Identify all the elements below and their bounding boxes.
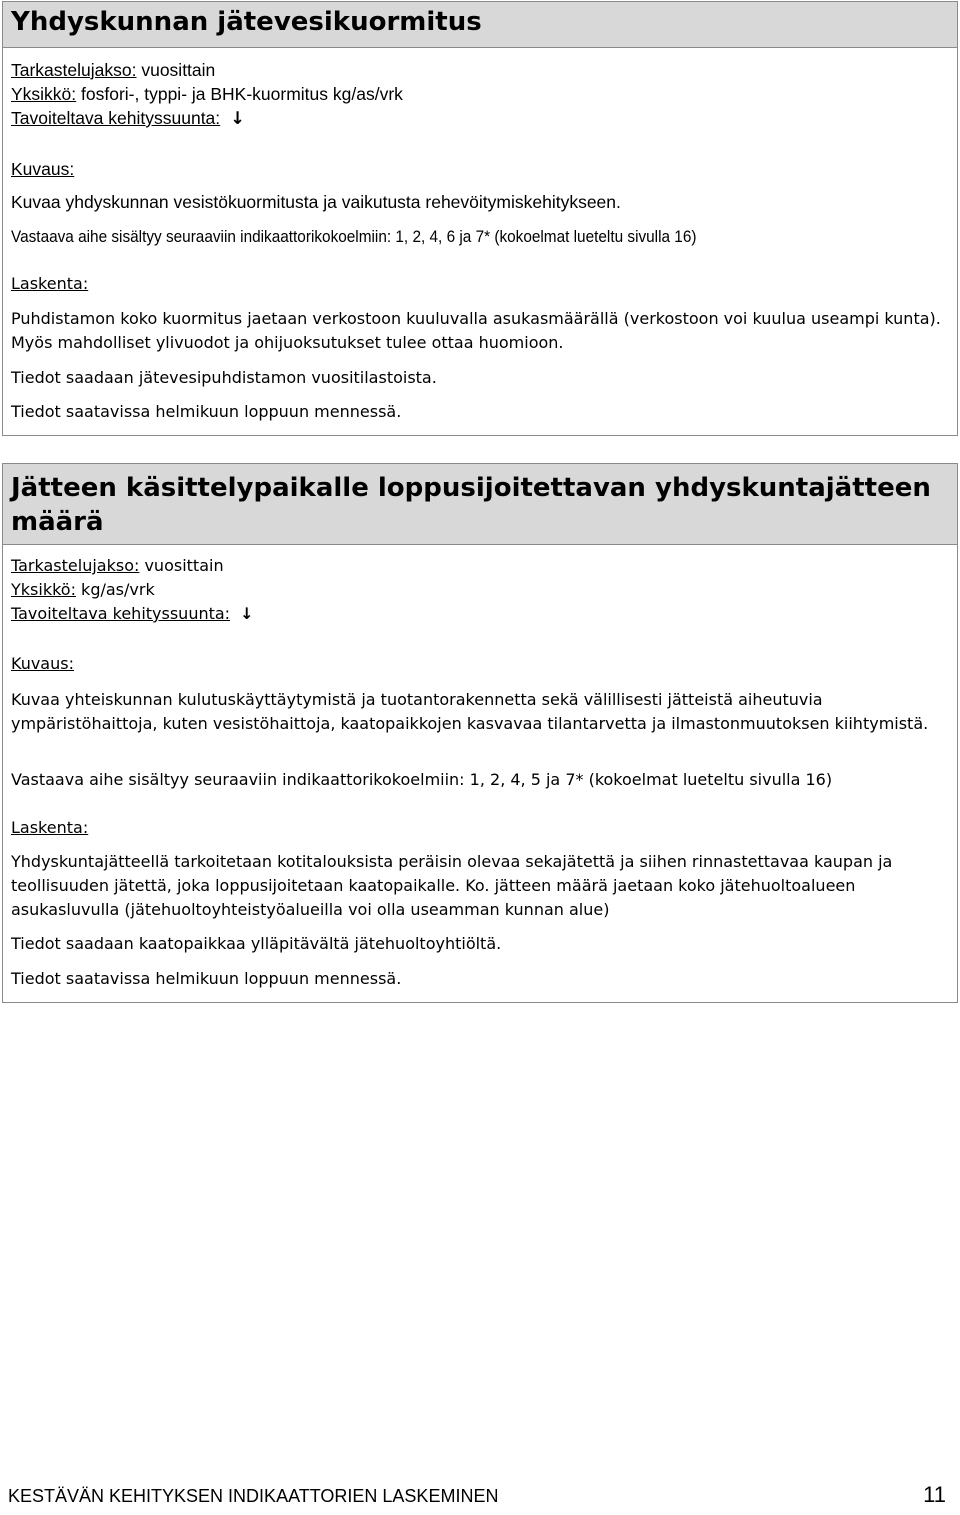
unit-label: Yksikkö: [11, 84, 77, 104]
data-source: Tiedot saadaan jätevesipuhdistamon vuositilastoista. [11, 368, 437, 387]
page-number: 11 [923, 1482, 946, 1507]
calculation-text: Yhdyskuntajätteellä tarkoitetaan kotitalouksista peräisin olevaa sekajätettä ja siihen rinnastettavaa kaupan ja teollisuuden jätettä, joka loppusijoitetaan kaatopaikalle. Ko. jätteen määrä jaetaan koko jätehuoltoalueen asukasluvulla (jätehuoltoyhteistyöalueilla voi olla useamman kunnan alue) [11, 852, 893, 919]
period-label: Tarkastelujakso: [11, 60, 137, 80]
period-row [11, 556, 224, 575]
data-availability: Tiedot saatavissa helmikuun loppuun mennessä. [11, 402, 402, 421]
period-value: vuosittain [139, 556, 224, 575]
description-text: Kuvaa yhdyskunnan vesistökuormitusta ja vaikutusta rehevöitymiskehitykseen. [11, 192, 621, 212]
indicator-card-municipal-waste [2, 463, 958, 1003]
period-row [11, 60, 215, 81]
calculation-label: Laskenta: [11, 818, 89, 837]
trend-row [11, 604, 253, 623]
footer-title: KESTÄVÄN KEHITYKSEN INDIKAATTORIEN LASKEMINEN [8, 1486, 499, 1506]
description-label: Kuvaus: [11, 159, 75, 179]
period-value: vuosittain [136, 60, 216, 80]
data-source: Tiedot saadaan kaatopaikkaa ylläpitävältä jätehuoltoyhtiöltä. [11, 934, 502, 953]
unit-row [11, 580, 155, 599]
unit-label: Yksikkö: [11, 580, 76, 599]
period-label: Tarkastelujakso: [11, 556, 140, 575]
calculation-label: Laskenta: [11, 274, 89, 293]
data-availability: Tiedot saatavissa helmikuun loppuun mennessä. [11, 969, 402, 988]
unit-value: kg/as/vrk [75, 580, 155, 599]
section-title: Yhdyskunnan jätevesikuormitus [3, 2, 957, 48]
section-title: Jätteen käsittelypaikalle loppusijoitettavan yhdyskuntajätteen määrä [3, 464, 957, 545]
unit-value: fosfori-, typpi- ja BHK-kuormitus kg/as/vrk [76, 84, 403, 104]
arrow-down-icon: ↓ [230, 109, 245, 129]
calculation-text: Puhdistamon koko kuormitus jaetaan verkostoon kuuluvalla asukasmäärällä (verkostoon voi kuulua useampi kunta). Myös mahdolliset ylivuodot ja ohijuoksutukset tulee ottaa huomioon. [11, 309, 941, 352]
unit-row [11, 84, 403, 105]
trend-row [11, 108, 245, 129]
description-text: Kuvaa yhteiskunnan kulutuskäyttäytymistä ja tuotantorakennetta sekä välillisesti jätteistä aiheutuvia ympäristöhaittoja, kuten vesistöhaittoja, kaatopaikkojen kasvavaa tilantarvetta ja ilmastonmuutoksen kiihtymistä. [11, 690, 929, 733]
related-collections: Vastaava aihe sisältyy seuraaviin indikaattorikokoelmiin: 1, 2, 4, 6 ja 7* (kokoelmat lueteltu sivulla 16) [11, 228, 697, 246]
trend-label: Tavoiteltava kehityssuunta: [11, 604, 231, 623]
trend-label: Tavoiteltava kehityssuunta: [11, 108, 221, 128]
related-collections: Vastaava aihe sisältyy seuraaviin indikaattorikokoelmiin: 1, 2, 4, 5 ja 7* (kokoelmat lueteltu sivulla 16) [11, 770, 833, 789]
arrow-down-icon: ↓ [240, 604, 254, 623]
indicator-card-wastewater [2, 1, 958, 436]
description-label: Kuvaus: [11, 654, 74, 673]
